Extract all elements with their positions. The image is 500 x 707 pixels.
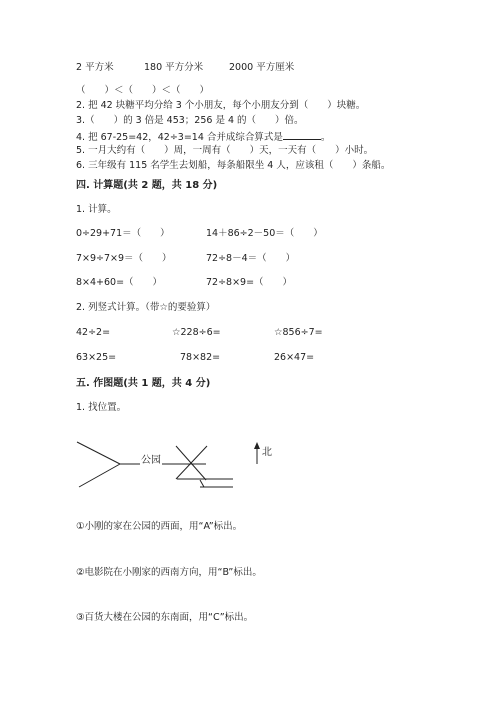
vertical-2-1: 63×25= xyxy=(76,352,117,363)
road-connector xyxy=(200,480,204,487)
road-southwest xyxy=(79,464,120,487)
calc-2-2: 72÷8－4＝（ ） xyxy=(206,253,296,264)
park-label: 公园 xyxy=(141,455,161,466)
unit-3: 2000 平方厘米 xyxy=(229,62,295,73)
compare-row: （ ）＜（ ）＜（ ） xyxy=(76,85,210,96)
unit-2: 180 平方分米 xyxy=(144,62,204,73)
vertical-1-3: ☆856÷7= xyxy=(274,327,323,338)
calc-3-1: 8×4+60=（ ） xyxy=(76,277,163,288)
question-6: 6. 三年级有 115 名学生去划船，每条船限坐 4 人，应该租（ ）条船。 xyxy=(76,160,391,171)
section-4-sub2: 2. 列竖式计算。（带☆的要验算） xyxy=(76,302,216,313)
task-2: ②电影院在小刚家的西南方向，用“B”标出。 xyxy=(76,567,262,578)
vertical-2-2: 78×82= xyxy=(180,352,221,363)
vertical-1-2: ☆228÷6= xyxy=(172,327,221,338)
task-3: ③百货大楼在公园的东南面，用“C”标出。 xyxy=(76,612,254,623)
vertical-1-1: 42÷2= xyxy=(76,327,111,338)
north-arrow-head xyxy=(254,442,260,449)
north-label: 北 xyxy=(262,447,272,458)
section-4-sub1: 1. 计算。 xyxy=(76,204,117,215)
vertical-2-3: 26×47= xyxy=(274,352,315,363)
north-arrow xyxy=(254,442,260,464)
question-3: 3.（ ）的 3 倍是 453；256 是 4 的（ ）倍。 xyxy=(76,115,304,126)
calc-2-1: 7×9÷7×9＝（ ） xyxy=(76,253,172,264)
calc-1-2: 14＋86÷2－50＝（ ） xyxy=(206,228,323,239)
calc-1-1: 0÷29+71＝（ ） xyxy=(76,228,170,239)
question-5: 5. 一月大约有（ ）周，一周有（ ）天，一天有（ ）小时。 xyxy=(76,145,374,156)
unit-1: 2 平方米 xyxy=(76,62,114,73)
question-2: 2. 把 42 块糖平均分给 3 个小朋友，每个小朋友分到（ ）块糖。 xyxy=(76,100,366,111)
section-4-heading: 四. 计算题(共 2 题，共 18 分) xyxy=(76,180,218,191)
calc-3-2: 72÷8×9=（ ） xyxy=(206,277,293,288)
task-1: ①小刚的家在公园的西面，用“A”标出。 xyxy=(76,521,243,532)
question-4-tail: 。 xyxy=(320,132,331,143)
road-northwest xyxy=(77,442,120,464)
question-4-text: 4. 把 67-25=42，42÷3=14 合并成综合算式是 xyxy=(76,132,283,143)
section-5-heading: 五. 作图题(共 1 题，共 4 分) xyxy=(76,378,211,389)
section-5-sub1: 1. 找位置。 xyxy=(76,402,127,413)
